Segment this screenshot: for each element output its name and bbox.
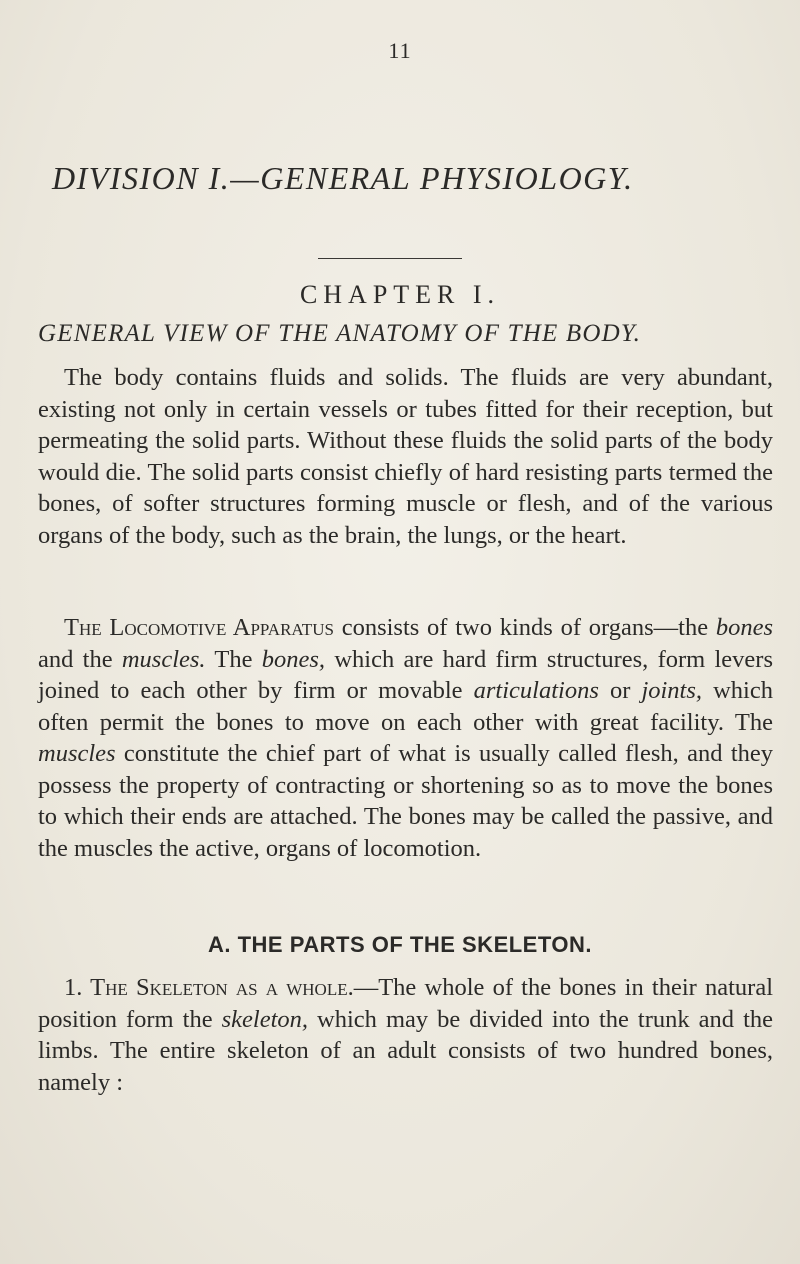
term-bones: bones, [261,645,326,673]
divider-rule [318,258,462,259]
term-locomotive-apparatus: The Locomotive Apparatus [64,614,334,641]
section-number: 1. [64,974,83,1001]
term-muscles: muscles [38,740,116,767]
text-run: which are hard firm structures, form levers joined to each other by firm or movable [38,645,773,704]
term-muscles: muscles. [121,645,206,673]
paragraph-skeleton-whole [38,972,773,1098]
section-heading: A. THE PARTS OF THE SKELETON. [207,932,593,957]
term-joints: joints, [641,677,703,704]
text-run: The [205,645,262,673]
text-run: consists of two kinds of organs—the [333,614,716,641]
term-bones: bones [715,614,774,641]
chapter-subtitle: GENERAL VIEW OF THE ANATOMY OF THE BODY. [38,320,642,347]
paragraph-fluids-solids: The body contains fluids and solids. The fluids are very abundant, existing not only in certain vessels or tubes fitted for their reception, but permeating the solid parts. Without these fluids the solid parts of the body would die. The solid parts consist chiefly of hard resisting parts termed the bones, of softer structures forming muscle or flesh, and of the various organs of the body, such as the brain, the lungs, or the heart. [38,364,773,549]
division-title: DIVISION I.—GENERAL PHYSIOLOGY. [52,160,634,196]
term-articulations: articulations [473,677,599,704]
text-run: which may be divided into the trunk and the limbs. The entire skeleton of an adult consists of two hundred bones, namely : [38,1005,774,1096]
term-skeleton-whole: The Skeleton as a whole. [82,974,354,1001]
paragraph-locomotive-apparatus [38,612,773,864]
term-skeleton: skeleton, [221,1005,309,1033]
text-run: and the [38,645,122,673]
text-run: or [598,677,642,704]
chapter-heading: CHAPTER I. [299,280,501,309]
text-run: constitute the chief part of what is usually called flesh, and they possess the property of contracting or shortening so as to move the bones to which their ends are attached. The bones may be called the passive, and the muscles the active, organs of locomotion. [38,740,773,862]
text-run: which often permit the bones to move on each other with great facility. The [38,677,773,736]
text-run: —The whole of the bones in their natural position form the [38,974,774,1033]
page-number: 11 [388,38,412,63]
